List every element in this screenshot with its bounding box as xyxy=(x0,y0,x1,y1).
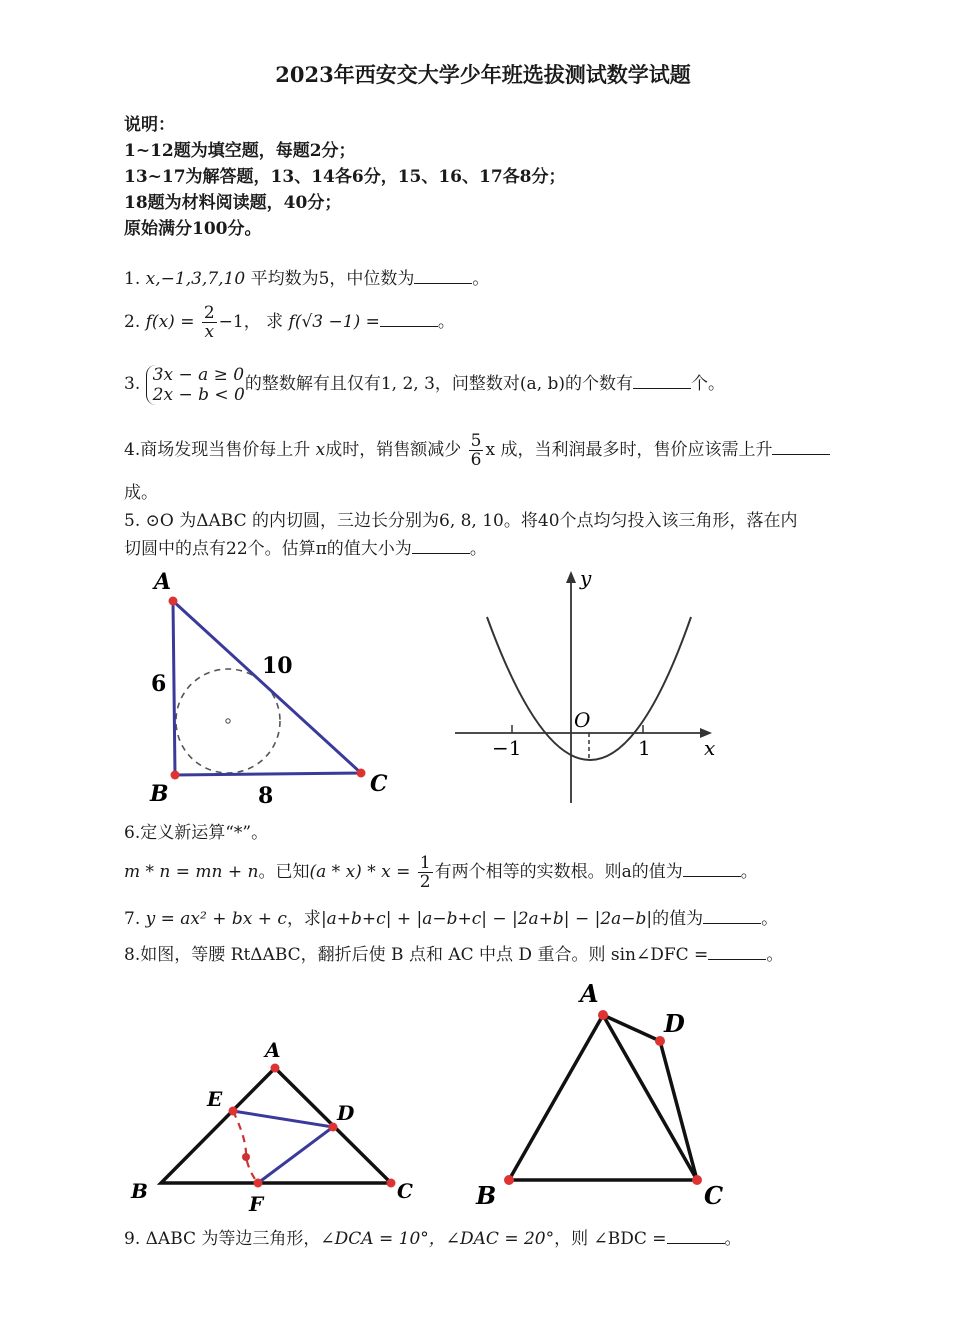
side-label-8: 8 xyxy=(258,783,274,809)
question-text: ，则 ∠BDC = xyxy=(554,1229,667,1249)
answer-blank xyxy=(708,945,766,960)
figure-folded-triangle xyxy=(125,1030,425,1220)
question-end: 。 xyxy=(469,539,487,559)
question-expression: m * n = mn + n xyxy=(124,862,259,882)
point-f xyxy=(254,1179,263,1188)
question-expression: f(√3 −1) = xyxy=(288,312,380,332)
label-c: C xyxy=(370,771,388,797)
question-number: 2. xyxy=(124,312,141,332)
label-b: B xyxy=(150,781,169,807)
question-text: x 成，当利润最多时，售价应该需上升 xyxy=(485,440,773,460)
question-4 xyxy=(124,428,830,472)
instruction-line: 13~17为解答题，13、14各6分，15、16、17各8分； xyxy=(124,167,566,187)
label-origin: O xyxy=(574,708,591,732)
question-number: 4. xyxy=(124,440,141,460)
fraction xyxy=(418,854,433,891)
question-text: −1， xyxy=(218,312,261,332)
label-y: y xyxy=(580,566,592,590)
label-neg1: −1 xyxy=(492,736,522,760)
question-number: 8. xyxy=(124,945,141,965)
vertex-c xyxy=(357,769,366,778)
answer-blank xyxy=(414,269,472,284)
question-number: 6. xyxy=(124,823,141,843)
question-number: 9. xyxy=(124,1229,141,1249)
question-end: 。 xyxy=(766,945,784,965)
inequality: 3x − a ≥ 0 xyxy=(152,364,245,385)
question-text: 切圆中的点有22个。估算π的值大小为 xyxy=(124,539,412,559)
instruction-line: 18题为材料阅读题，40分； xyxy=(124,193,342,213)
triangle-abc xyxy=(173,601,361,775)
answer-blank xyxy=(703,909,761,924)
page-title: 2023年西安交大学少年班选拔测试数学试题 xyxy=(275,62,691,87)
vertex-b xyxy=(504,1175,514,1185)
question-4-continued: 成。 xyxy=(124,483,158,503)
question-expression: y = ax² + bx + c xyxy=(145,909,287,929)
question-5 xyxy=(124,510,798,532)
question-end: 。 xyxy=(724,1229,742,1249)
question-6 xyxy=(124,822,268,844)
answer-blank xyxy=(683,862,741,877)
vertex-a xyxy=(271,1064,280,1073)
question-text: ⊙O 为ΔABC 的内切圆，三边长分别为6, 8, 10。将40个点均匀投入该三角形，落在内 xyxy=(145,511,798,531)
fold-marker xyxy=(242,1153,250,1161)
question-1 xyxy=(124,268,489,290)
triangle-abc xyxy=(161,1068,391,1183)
question-7 xyxy=(124,908,778,930)
label-a: A xyxy=(154,569,172,595)
inequality-system xyxy=(146,365,245,405)
question-text: 的整数解有且仅有1, 2, 3，问整数对(a, b)的个数有 xyxy=(244,374,634,394)
question-text: 定义新运算“*”。 xyxy=(140,823,269,843)
question-text: 有两个相等的实数根。则a的值为 xyxy=(434,862,683,882)
fraction-numerator: 2 xyxy=(203,303,215,323)
inequality: 2x − b < 0 xyxy=(152,384,245,405)
question-end: 。 xyxy=(472,269,490,289)
label-d: D xyxy=(664,1009,685,1038)
vertex-c xyxy=(387,1179,396,1188)
question-end: 个。 xyxy=(691,374,726,394)
question-number: 3. xyxy=(124,374,141,394)
question-number: 7. xyxy=(124,909,141,929)
figure-equilateral-triangle xyxy=(470,978,760,1216)
label-x: x xyxy=(704,736,716,760)
question-end: 。 xyxy=(437,312,455,332)
label-b: B xyxy=(131,1179,148,1203)
question-2 xyxy=(124,300,455,344)
question-text: 成时，销售额减少 xyxy=(325,440,462,460)
question-end: 。 xyxy=(761,909,779,929)
question-text: ，求 xyxy=(286,909,321,929)
fraction-numerator: 1 xyxy=(419,853,431,873)
label-a: A xyxy=(580,979,599,1008)
label-b: B xyxy=(476,1181,497,1210)
label-f: F xyxy=(249,1192,264,1216)
question-text: 商场发现当售价每上升 xyxy=(140,440,311,460)
label-e: E xyxy=(207,1087,223,1111)
question-number: 1. xyxy=(124,269,141,289)
figure-incircle-triangle xyxy=(140,565,400,815)
fraction-denominator: x xyxy=(204,322,215,342)
label-c: C xyxy=(397,1179,413,1203)
figure-parabola xyxy=(450,565,740,810)
instruction-line: 1~12题为填空题，每题2分； xyxy=(124,141,356,161)
instruction-line: 原始满分100分。 xyxy=(124,219,262,239)
side-label-10: 10 xyxy=(262,653,293,679)
question-expression: x,−1,3,7,10 xyxy=(145,269,246,289)
question-5-line-2 xyxy=(124,538,487,560)
answer-blank xyxy=(412,539,470,554)
question-number: 5. xyxy=(124,511,141,531)
fold-path-dashed xyxy=(233,1111,258,1183)
question-6-line-2 xyxy=(124,850,758,894)
answer-blank xyxy=(633,374,691,389)
y-axis-arrow xyxy=(566,571,576,583)
variable: x xyxy=(315,440,326,460)
question-text: 求 xyxy=(266,312,284,332)
question-8 xyxy=(124,944,783,966)
question-3 xyxy=(124,362,725,406)
question-expression: (a * x) * x = xyxy=(309,862,411,882)
fraction-denominator: 6 xyxy=(470,450,482,470)
answer-blank xyxy=(667,1229,725,1244)
question-expression: |a+b+c| + |a−b+c| − |2a+b| − |2a−b| xyxy=(320,909,653,929)
label-a: A xyxy=(265,1038,281,1062)
point-e xyxy=(229,1107,238,1116)
question-text: 平均数为5，中位数为 xyxy=(250,269,415,289)
fraction-denominator: 2 xyxy=(419,872,431,892)
question-text: 如图，等腰 RtΔABC，翻折后使 B 点和 AC 中点 D 重合。则 sin∠DFC = xyxy=(140,945,709,965)
question-expression: ∠DCA = 10°，∠DAC = 20° xyxy=(320,1229,555,1249)
answer-blank xyxy=(772,440,830,455)
fraction-numerator: 5 xyxy=(470,431,482,451)
vertex-b xyxy=(171,771,180,780)
question-end: 。 xyxy=(740,862,758,882)
vertex-c xyxy=(692,1175,702,1185)
question-text: 的值为 xyxy=(652,909,704,929)
side-label-6: 6 xyxy=(151,671,167,697)
instructions-heading: 说明： xyxy=(124,115,175,135)
fraction xyxy=(469,432,484,469)
question-expression: f(x) = xyxy=(145,312,195,332)
vertex-a xyxy=(598,1010,608,1020)
triangle-abc xyxy=(509,1015,697,1180)
vertex-a xyxy=(169,597,178,606)
question-text: 。已知 xyxy=(258,862,310,882)
label-pos1: 1 xyxy=(638,736,651,760)
fold-quadrilateral xyxy=(233,1111,333,1183)
fraction xyxy=(202,304,217,341)
incircle-center xyxy=(226,719,230,723)
label-d: D xyxy=(337,1101,355,1125)
question-9 xyxy=(124,1228,742,1250)
label-c: C xyxy=(704,1181,724,1210)
answer-blank xyxy=(380,312,438,327)
question-text: ΔABC 为等边三角形， xyxy=(145,1229,321,1249)
